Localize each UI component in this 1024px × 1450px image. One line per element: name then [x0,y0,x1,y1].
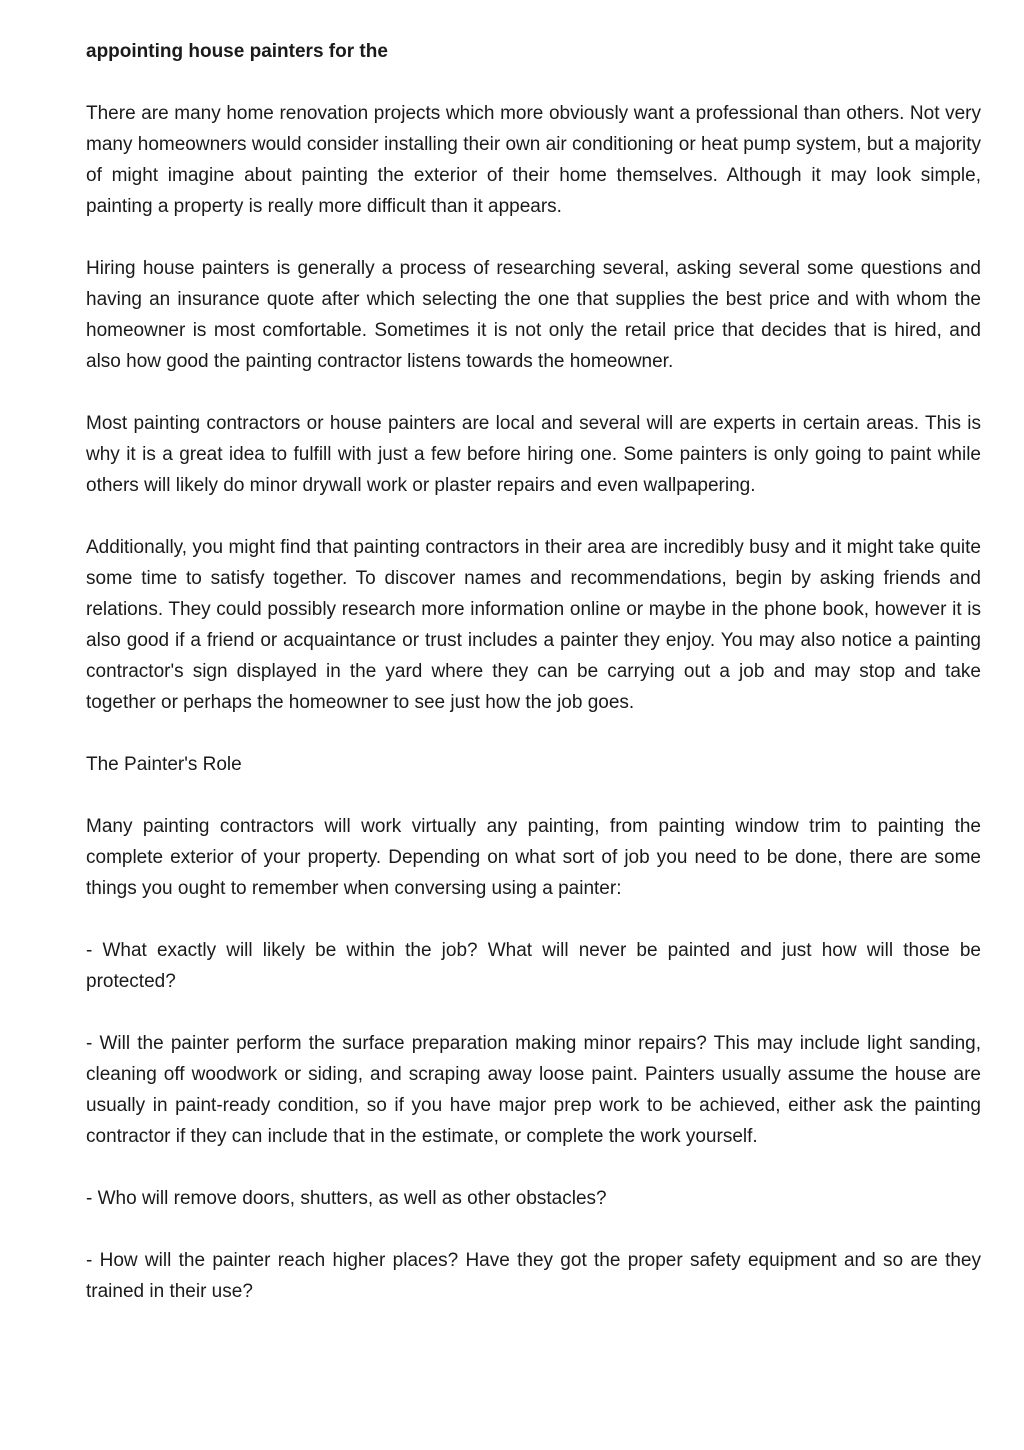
paragraph-hiring: Hiring house painters is generally a process of researching several, asking several some questions and having an insurance quote after which selecting the one that supplies the best price and with whom the homeowner is most comfortable. Sometimes it is not only the retail price that decides that is hired, and also how good the painting contractor listens towards the homeowner. [86,258,981,372]
question-item-4: - How will the painter reach higher places? Have they got the proper safety equipment and so are they trained in their use? [86,1250,981,1302]
section-heading-painters-role: The Painter's Role [86,754,242,775]
paragraph-intro: There are many home renovation projects which more obviously want a professional than others. Not very many homeowners would consider installing their own air conditioning or heat pump system, but a majority of might imagine about painting the exterior of their home themselves. Although it may look simple, painting a property is really more difficult than it appears. [86,103,981,217]
question-item-1: - What exactly will likely be within the job? What will never be painted and just how will those be protected? [86,940,981,992]
paragraph-role: Many painting contractors will work virtually any painting, from painting window trim to painting the complete exterior of your property. Depending on what sort of job you need to be done, there are some things you ought to remember when conversing using a painter: [86,816,981,899]
question-item-3: - Who will remove doors, shutters, as well as other obstacles? [86,1188,607,1209]
document-page [86,36,981,1338]
question-item-2: - Will the painter perform the surface preparation making minor repairs? This may include light sanding, cleaning off woodwork or siding, and scraping away loose paint. Painters usually assume the house are usually in paint-ready condition, so if you have major prep work to be achieved, either ask the painting contractor if they can include that in the estimate, or complete the work yourself. [86,1033,981,1147]
paragraph-local: Most painting contractors or house painters are local and several will are experts in certain areas. This is why it is a great idea to fulfill with just a few before hiring one. Some painters is only going to paint while others will likely do minor drywall work or plaster repairs and even wallpapering. [86,413,981,496]
paragraph-busy: Additionally, you might find that painting contractors in their area are incredibly busy and it might take quite some time to satisfy together. To discover names and recommendations, begin by asking friends and relations. They could possibly research more information online or maybe in the phone book, however it is also good if a friend or acquaintance or trust includes a painter they enjoy. You may also notice a painting contractor's sign displayed in the yard where they can be carrying out a job and may stop and take together or perhaps the homeowner to see just how the job goes. [86,537,981,713]
document-title: appointing house painters for the [86,41,388,62]
